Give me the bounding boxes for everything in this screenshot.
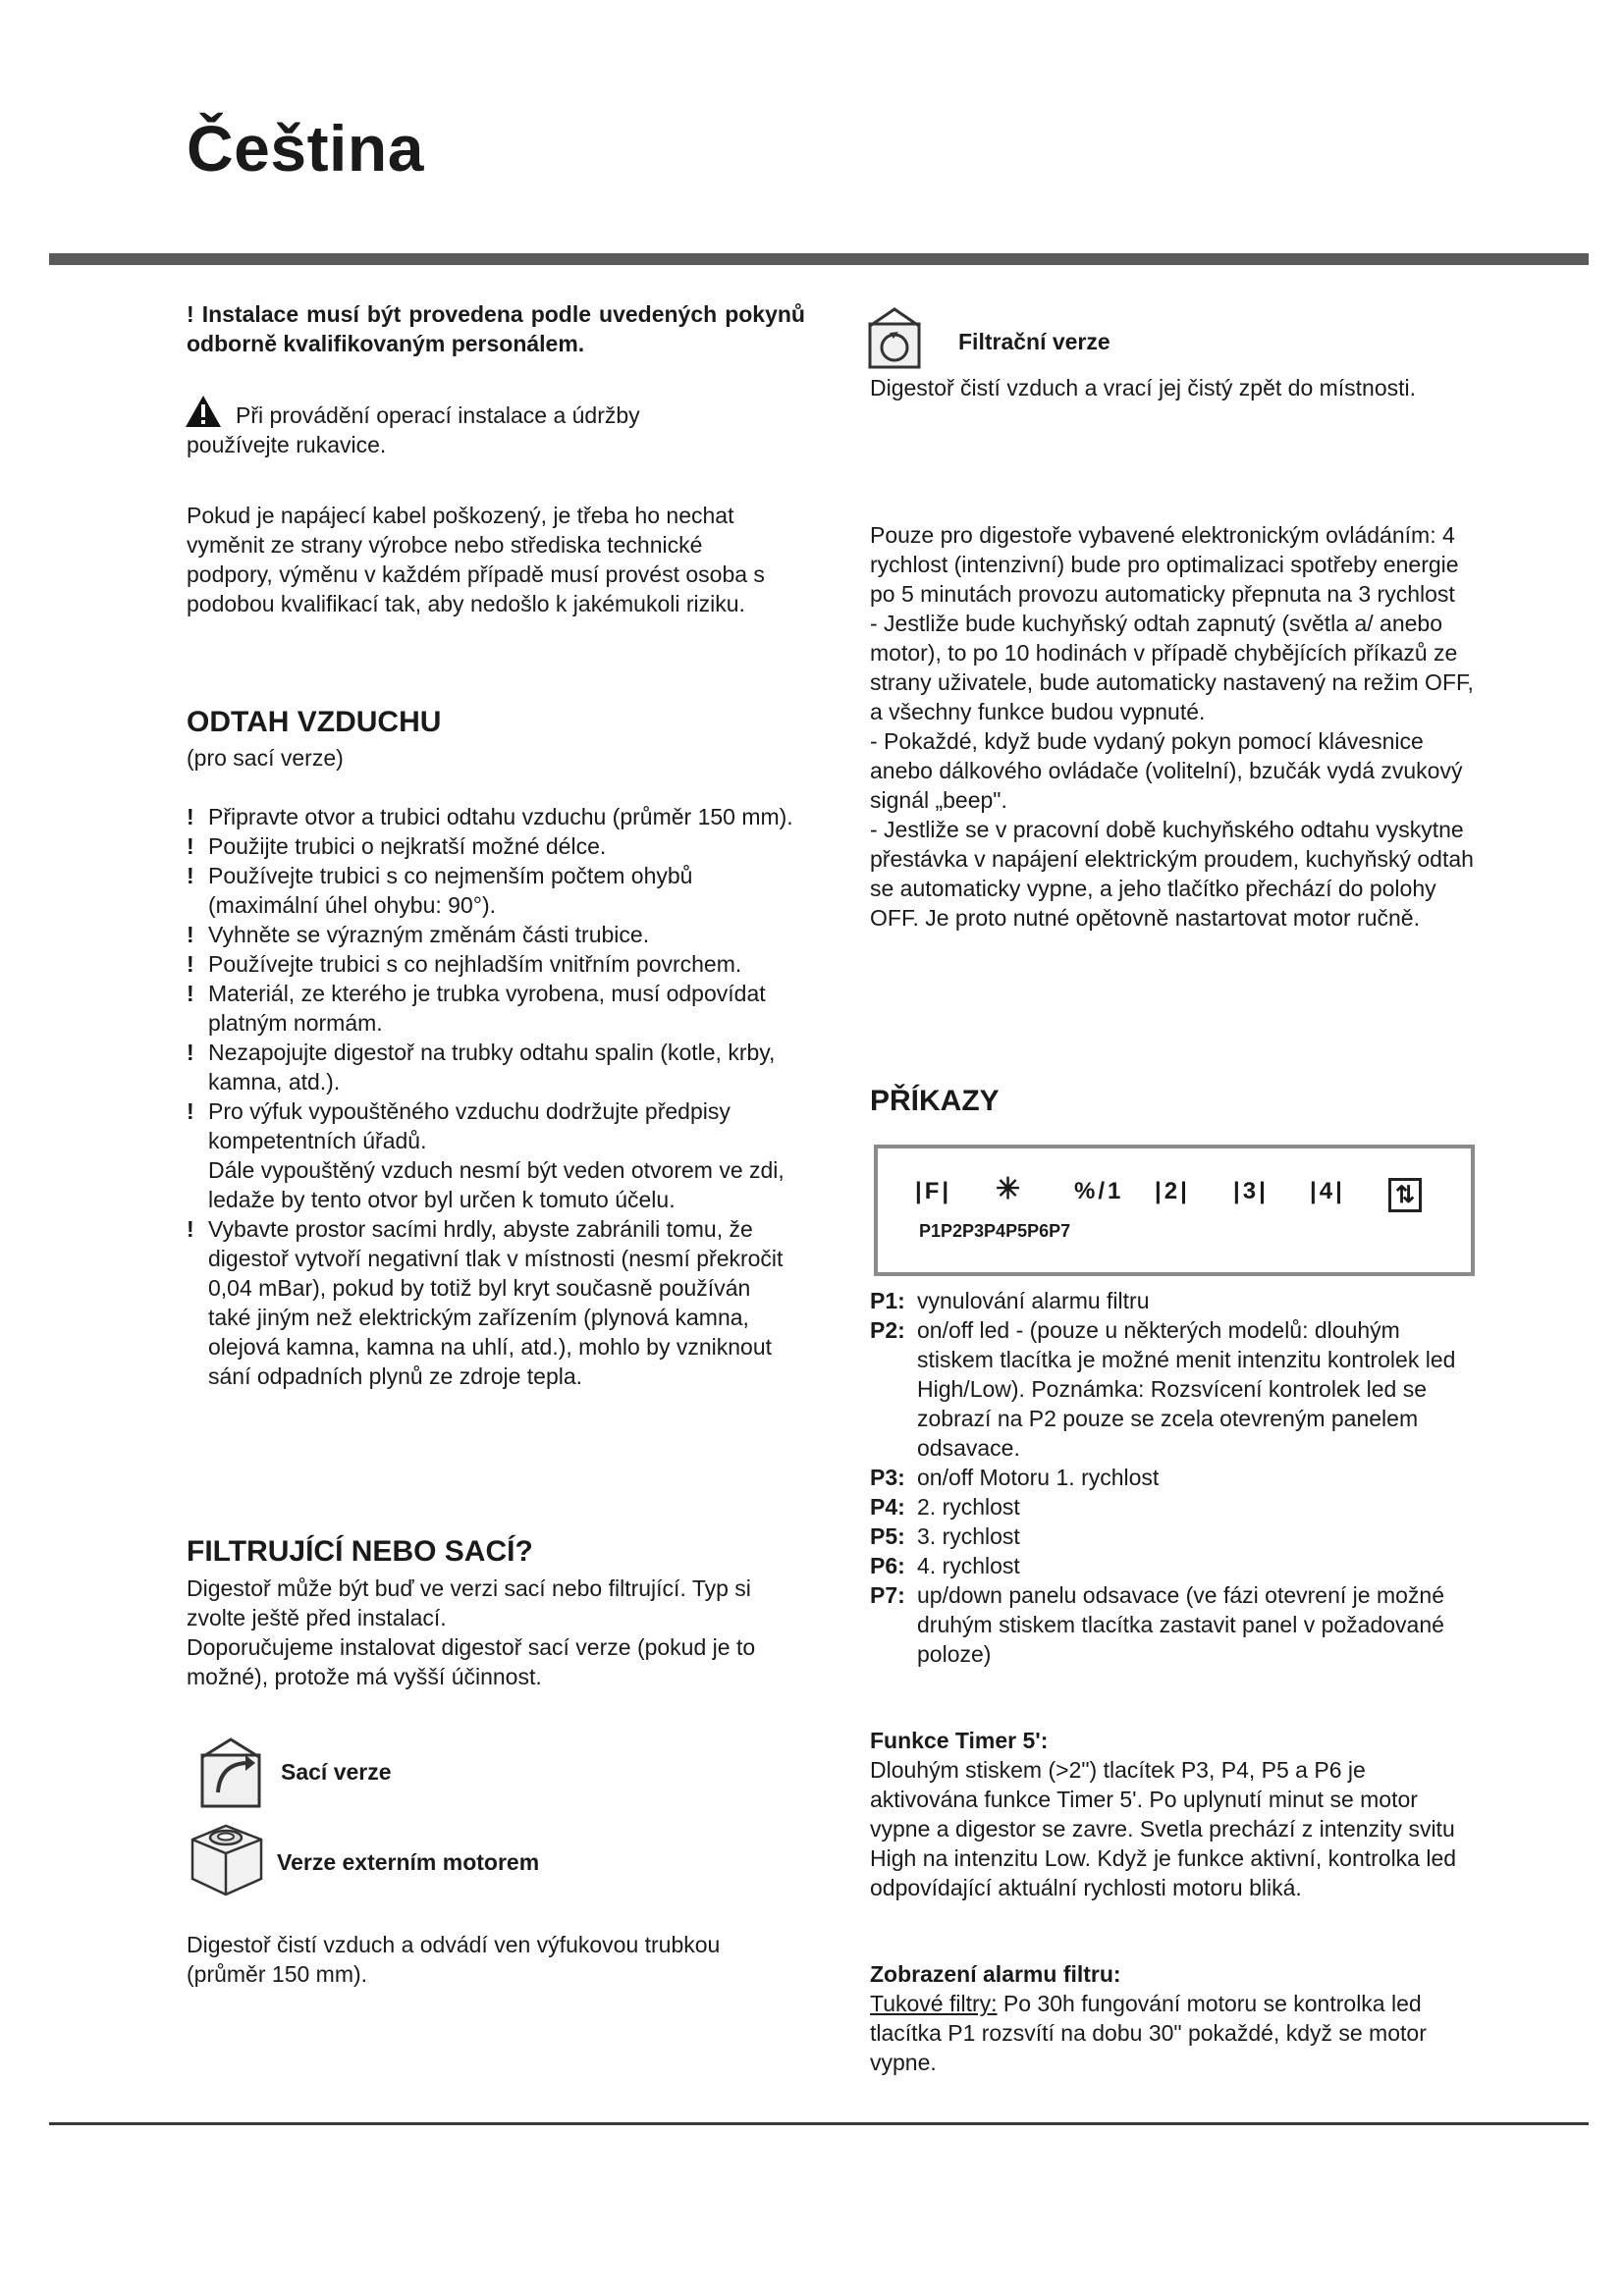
saci-description: Digestoř čistí vzduch a odvádí ven výfukovou trubkou (průměr 150 mm). xyxy=(187,1932,721,1987)
list-item: ! Pro výfuk vypouštěného vzduchu dodržujte předpisy kompetentních úřadů. Dále vypouštěný vzduch nesmí být veden otvorem ve zdi, ledaže by tento otvor byl určen k tomuto účelu. xyxy=(187,1098,785,1212)
odtah-heading: ODTAH VZDUCHU xyxy=(187,706,442,738)
list-item: P2: on/off led - (pouze u některých modelů: dlouhým stiskem tlacítka je možné menit intenzitu kontrolek led High/Low). Poznámka: Rozsvícení kontrolek led se zobrazí na P2 pouze se zcela otevreným panelem odsavace. xyxy=(870,1317,1456,1461)
installation-warning xyxy=(187,299,805,358)
electronic-paragraph-3: - Pokaždé, když bude vydaný pokyn pomocí klávesnice anebo dálkového ovládače (volitelní), bzučák vydá zvukový signál „beep". xyxy=(870,728,1463,813)
cable-text: Pokud je napájecí kabel poškozený, je třeba ho nechat vyměnit ze strany výrobce nebo střediska technické podpory, výměnu v každém případě musí provést osoba s podobou kvalifikací tak, aby nedošlo k jakémukoli riziku. xyxy=(187,503,765,616)
prikazy-heading: PŘÍKAZY xyxy=(870,1085,1000,1117)
key-speed-4: |4| xyxy=(1310,1178,1345,1204)
list-item: ! Vyhněte se výrazným změnám části trubice. xyxy=(187,922,650,947)
alarm-heading: Zobrazení alarmu filtru: xyxy=(870,1961,1121,1987)
key-filter: |F| xyxy=(915,1178,952,1204)
list-item: P5: 3. rychlost xyxy=(870,1523,1020,1549)
commands-list xyxy=(870,1286,1479,1669)
list-item: ! Používejte trubici s co nejmenším počtem ohybů (maximální úhel ohybu: 90°). xyxy=(187,863,693,918)
filtracni-version-icon xyxy=(866,306,923,369)
saci-version-label: Sací verze xyxy=(281,1759,392,1785)
list-item: ! Vybavte prostor sacími hrdly, abyste zabránili tomu, že digestoř vytvoří negativní tlak v místnosti (nesmí překročit 0,04 mBar), pokud by totiž byl kryt současně používán také jiným než elektrickým zařízením (plynová kamna, olejová kamna, kamna na uhlí, atd.), mohlo by vzniknout sání odpadních plynů ze zdroje tepla. xyxy=(187,1216,784,1389)
control-panel-diagram xyxy=(874,1145,1475,1276)
list-item: ! Připravte otvor a trubici odtahu vzduchu (průměr 150 mm). xyxy=(187,804,793,829)
odtah-bullet-list xyxy=(187,802,795,1391)
key-light-icon: ✳ xyxy=(996,1173,1024,1205)
panel-key-labels: P1P2P3P4P5P6P7 xyxy=(919,1221,1071,1241)
external-motor-label: Verze externím motorem xyxy=(277,1849,540,1875)
odtah-subheading: (pro sací verze) xyxy=(187,745,344,771)
key-timer: %/1 xyxy=(1074,1178,1124,1204)
list-item: P6: 4. rychlost xyxy=(870,1553,1020,1578)
list-item: ! Materiál, ze kterého je trubka vyrobena, musí odpovídat platným normám. xyxy=(187,981,766,1036)
list-item: ! Nezapojujte digestoř na trubky odtahu spalin (kotle, krby, kamna, atd.). xyxy=(187,1040,776,1095)
electronic-paragraph-1: Pouze pro digestoře vybavené elektronickým ovládáním: 4 rychlost (intenzivní) bude pro optimalizaci spotřeby energie po 5 minutách provozu automaticky přepnuta na 3 rychlost xyxy=(870,522,1459,607)
gloves-text: Při provádění operací instalace a údržby používejte rukavice. xyxy=(187,402,640,457)
list-item: P3: on/off Motoru 1. rychlost xyxy=(870,1465,1160,1490)
alarm-text-block xyxy=(870,1989,1469,2077)
bottom-divider xyxy=(49,2122,1589,2125)
grease-filters-label: Tukové filtry: xyxy=(870,1991,998,2016)
key-speed-3: |3| xyxy=(1233,1178,1269,1204)
filtracni-version-label: Filtrační verze xyxy=(958,329,1110,354)
list-item: P4: 2. rychlost xyxy=(870,1494,1020,1520)
saci-version-icon xyxy=(196,1735,271,1810)
alarm-text: Po 30h fungování motoru se kontrolka led tlacítka P1 rozsvítí na dobu 30" pokaždé, když se motor vypne. xyxy=(870,1991,1427,2075)
warning-text: Instalace musí být provedena podle uvedených pokynů odborně kvalifikovaným personálem. xyxy=(187,301,805,356)
timer-text: Dlouhým stiskem (>2") tlacítek P3, P4, P5 a P6 je aktivována funkce Timer 5'. Po uplynutí minut se motor vypne a digestor se zavre. Svetla prechází z intenzity svitu High na intenzitu Low. Když je funkce aktivní, kontrolka led odpovídající aktuální rychlosti motoru bliká. xyxy=(870,1757,1457,1900)
key-speed-2: |2| xyxy=(1155,1178,1190,1204)
filtr-heading: FILTRUJÍCÍ NEBO SACÍ? xyxy=(187,1535,533,1568)
top-divider xyxy=(49,253,1589,265)
electronic-paragraph-4: - Jestliže se v pracovní době kuchyňského odtahu vyskytne přestávka v napájení elektrickým proudem, kuchyňský odtah se automaticky vypne, a jeho tlačítko přechází do polohy OFF. Je proto nutné opětovně nastartovat motor ručně. xyxy=(870,817,1474,931)
filtracni-description: Digestoř čistí vzduch a vrací jej čistý zpět do místnosti. xyxy=(870,375,1417,400)
list-item: ! Používejte trubici s co nejhladším vnitřním povrchem. xyxy=(187,951,742,977)
bullet-extra: Dále vypouštěný vzduch nesmí být veden otvorem ve zdi, ledaže by tento otvor byl určen k tomuto účelu. xyxy=(208,1157,785,1212)
list-item: P1: vynulování alarmu filtru xyxy=(870,1288,1150,1313)
warning-mark: ! xyxy=(187,301,194,327)
electronic-control-section xyxy=(870,520,1479,933)
timer-heading: Funkce Timer 5': xyxy=(870,1728,1049,1753)
list-item: P7: up/down panelu odsavace (ve fázi otevrení je možné druhým stiskem tlacítka zastavit panel v požadované poloze) xyxy=(870,1582,1444,1667)
filtr-paragraph-1: Digestoř může být buď ve verzi sací nebo filtrující. Typ si zvolte ještě před instalací. xyxy=(187,1575,751,1630)
key-panel-updown-icon: ⇅ xyxy=(1388,1178,1422,1212)
external-motor-icon xyxy=(187,1818,267,1896)
page-title: Čeština xyxy=(187,112,424,185)
electronic-paragraph-2: - Jestliže bude kuchyňský odtah zapnutý (světla a/ anebo motor), to po 10 hodinách v případě chybějících příkazů ze strany uživatele, bude automaticky nastavený na režim OFF, a všechny funkce budou vypnuté. xyxy=(870,611,1474,724)
filtr-paragraph-2: Doporučujeme instalovat digestoř sací verze (pokud je to možné), protože má vyšší účinnost. xyxy=(187,1634,756,1689)
list-item: ! Použijte trubici o nejkratší možné délce. xyxy=(187,833,607,859)
